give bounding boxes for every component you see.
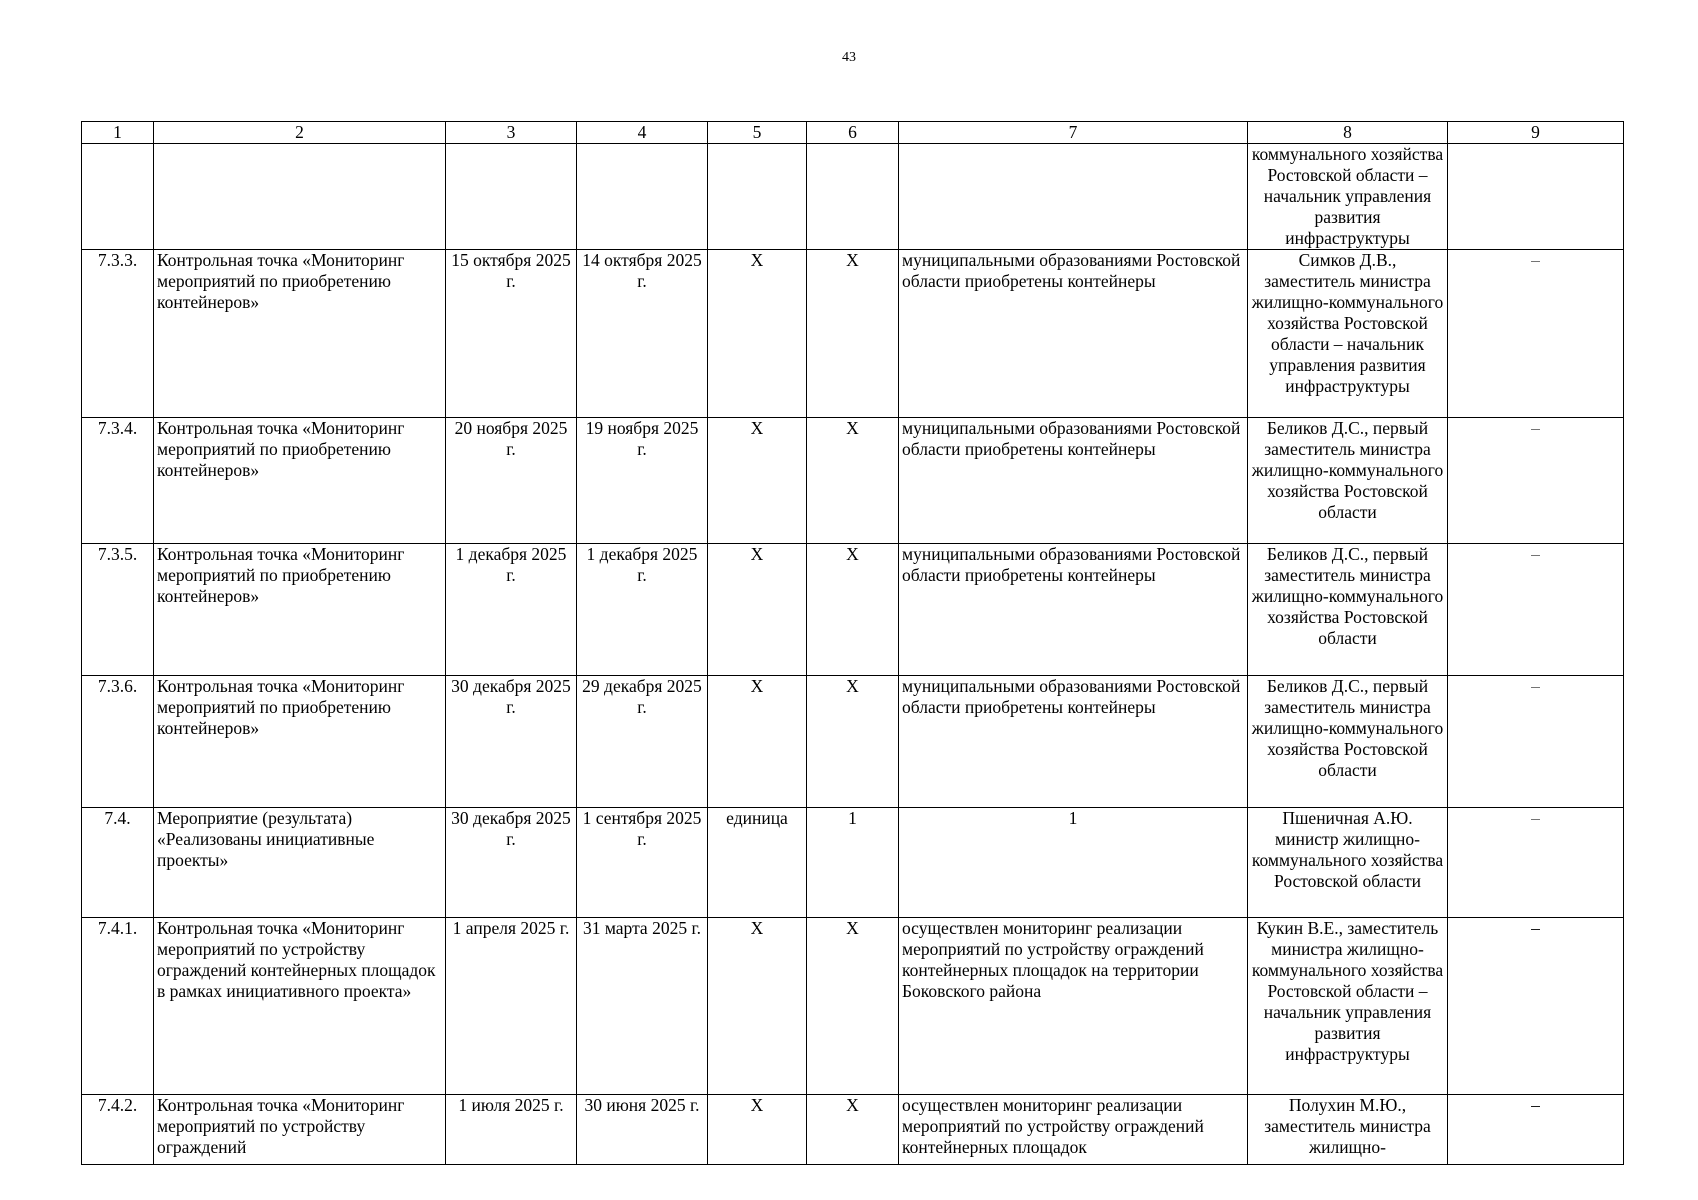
cell-unit: X [708,250,807,418]
cell-date-plan: 30 декабря 2025 г. [446,808,577,918]
cell-date-fact [577,144,708,250]
cell-name: Контрольная точка «Мониторинг мероприятий по приобретению контейнеров» [154,250,446,418]
cell-date-fact: 1 декабря 2025 г. [577,544,708,676]
cell-result: осуществлен мониторинг реализации мероприятий по устройству ограждений контейнерных площадок [899,1095,1248,1165]
cell-date-fact: 14 октября 2025 г. [577,250,708,418]
cell-responsible: Полухин М.Ю., заместитель министра жилищно- [1248,1095,1448,1165]
header-cell: 1 [82,122,154,144]
cell-unit [708,144,807,250]
cell-num: 7.3.3. [82,250,154,418]
cell-num: 7.4.2. [82,1095,154,1165]
cell-value: X [807,544,899,676]
cell-responsible: Беликов Д.С., первый заместитель министра жилищно-коммунального хозяйства Ростовской области [1248,418,1448,544]
cell-note: – [1448,418,1624,544]
cell-name: Контрольная точка «Мониторинг мероприятий по приобретению контейнеров» [154,418,446,544]
cell-name: Мероприятие (результата) «Реализованы инициативные проекты» [154,808,446,918]
cell-result: муниципальными образованиями Ростовской области приобретены контейнеры [899,250,1248,418]
cell-name [154,144,446,250]
header-cell: 4 [577,122,708,144]
cell-result: муниципальными образованиями Ростовской области приобретены контейнеры [899,544,1248,676]
schedule-table [81,121,1624,1165]
cell-responsible: коммунального хозяйства Ростовской области – начальник управления развития инфраструктуры [1248,144,1448,250]
header-cell: 2 [154,122,446,144]
cell-result: 1 [899,808,1248,918]
cell-num: 7.3.4. [82,418,154,544]
cell-value: X [807,1095,899,1165]
cell-responsible: Беликов Д.С., первый заместитель министра жилищно-коммунального хозяйства Ростовской области [1248,544,1448,676]
cell-responsible: Пшеничная А.Ю. министр жилищно-коммунального хозяйства Ростовской области [1248,808,1448,918]
header-cell: 6 [807,122,899,144]
table-row [82,1095,1624,1165]
cell-date-fact: 1 сентября 2025 г. [577,808,708,918]
cell-date-fact: 30 июня 2025 г. [577,1095,708,1165]
cell-name: Контрольная точка «Мониторинг мероприятий по устройству ограждений [154,1095,446,1165]
cell-unit: X [708,676,807,808]
cell-date-plan: 1 июля 2025 г. [446,1095,577,1165]
cell-note: – [1448,544,1624,676]
cell-note: – [1448,918,1624,1095]
cell-num: 7.4.1. [82,918,154,1095]
table-row [82,544,1624,676]
cell-unit: X [708,544,807,676]
cell-date-plan: 15 октября 2025 г. [446,250,577,418]
table-row [82,918,1624,1095]
cell-note: – [1448,250,1624,418]
cell-num: 7.4. [82,808,154,918]
cell-date-fact: 19 ноября 2025 г. [577,418,708,544]
cell-note: – [1448,808,1624,918]
header-cell: 7 [899,122,1248,144]
table-row [82,808,1624,918]
cell-unit: X [708,418,807,544]
cell-name: Контрольная точка «Мониторинг мероприятий по приобретению контейнеров» [154,544,446,676]
cell-value: X [807,676,899,808]
cell-responsible: Симков Д.В., заместитель министра жилищно-коммунального хозяйства Ростовской области – начальник управления развития инфраструктуры [1248,250,1448,418]
cell-result: муниципальными образованиями Ростовской области приобретены контейнеры [899,418,1248,544]
cell-note: – [1448,1095,1624,1165]
cell-date-plan [446,144,577,250]
cell-name: Контрольная точка «Мониторинг мероприятий по устройству ограждений контейнерных площадок в рамках инициативного проекта» [154,918,446,1095]
cell-responsible: Беликов Д.С., первый заместитель министра жилищно-коммунального хозяйства Ростовской области [1248,676,1448,808]
cell-num: 7.3.5. [82,544,154,676]
cell-value: X [807,918,899,1095]
cell-note: – [1448,676,1624,808]
header-cell: 8 [1248,122,1448,144]
cell-num: 7.3.6. [82,676,154,808]
table-row [82,250,1624,418]
table-row [82,676,1624,808]
cell-unit: единица [708,808,807,918]
cell-date-fact: 29 декабря 2025 г. [577,676,708,808]
cell-result [899,144,1248,250]
cell-note [1448,144,1624,250]
cell-value: 1 [807,808,899,918]
table-row [82,418,1624,544]
cell-num [82,144,154,250]
cell-date-fact: 31 марта 2025 г. [577,918,708,1095]
cell-date-plan: 1 декабря 2025 г. [446,544,577,676]
page-number: 43 [842,50,856,65]
header-cell: 9 [1448,122,1624,144]
header-cell: 5 [708,122,807,144]
cell-unit: X [708,918,807,1095]
cell-unit: X [708,1095,807,1165]
cell-date-plan: 1 апреля 2025 г. [446,918,577,1095]
cell-value [807,144,899,250]
cell-result: муниципальными образованиями Ростовской области приобретены контейнеры [899,676,1248,808]
cell-date-plan: 30 декабря 2025 г. [446,676,577,808]
cell-date-plan: 20 ноября 2025 г. [446,418,577,544]
cell-value: X [807,250,899,418]
cell-responsible: Кукин В.Е., заместитель министра жилищно-коммунального хозяйства Ростовской области – начальник управления развития инфраструктуры [1248,918,1448,1095]
table-row [82,144,1624,250]
header-cell: 3 [446,122,577,144]
cell-name: Контрольная точка «Мониторинг мероприятий по приобретению контейнеров» [154,676,446,808]
cell-result: осуществлен мониторинг реализации мероприятий по устройству ограждений контейнерных площадок на территории Боковского района [899,918,1248,1095]
cell-value: X [807,418,899,544]
header-row [82,122,1624,144]
